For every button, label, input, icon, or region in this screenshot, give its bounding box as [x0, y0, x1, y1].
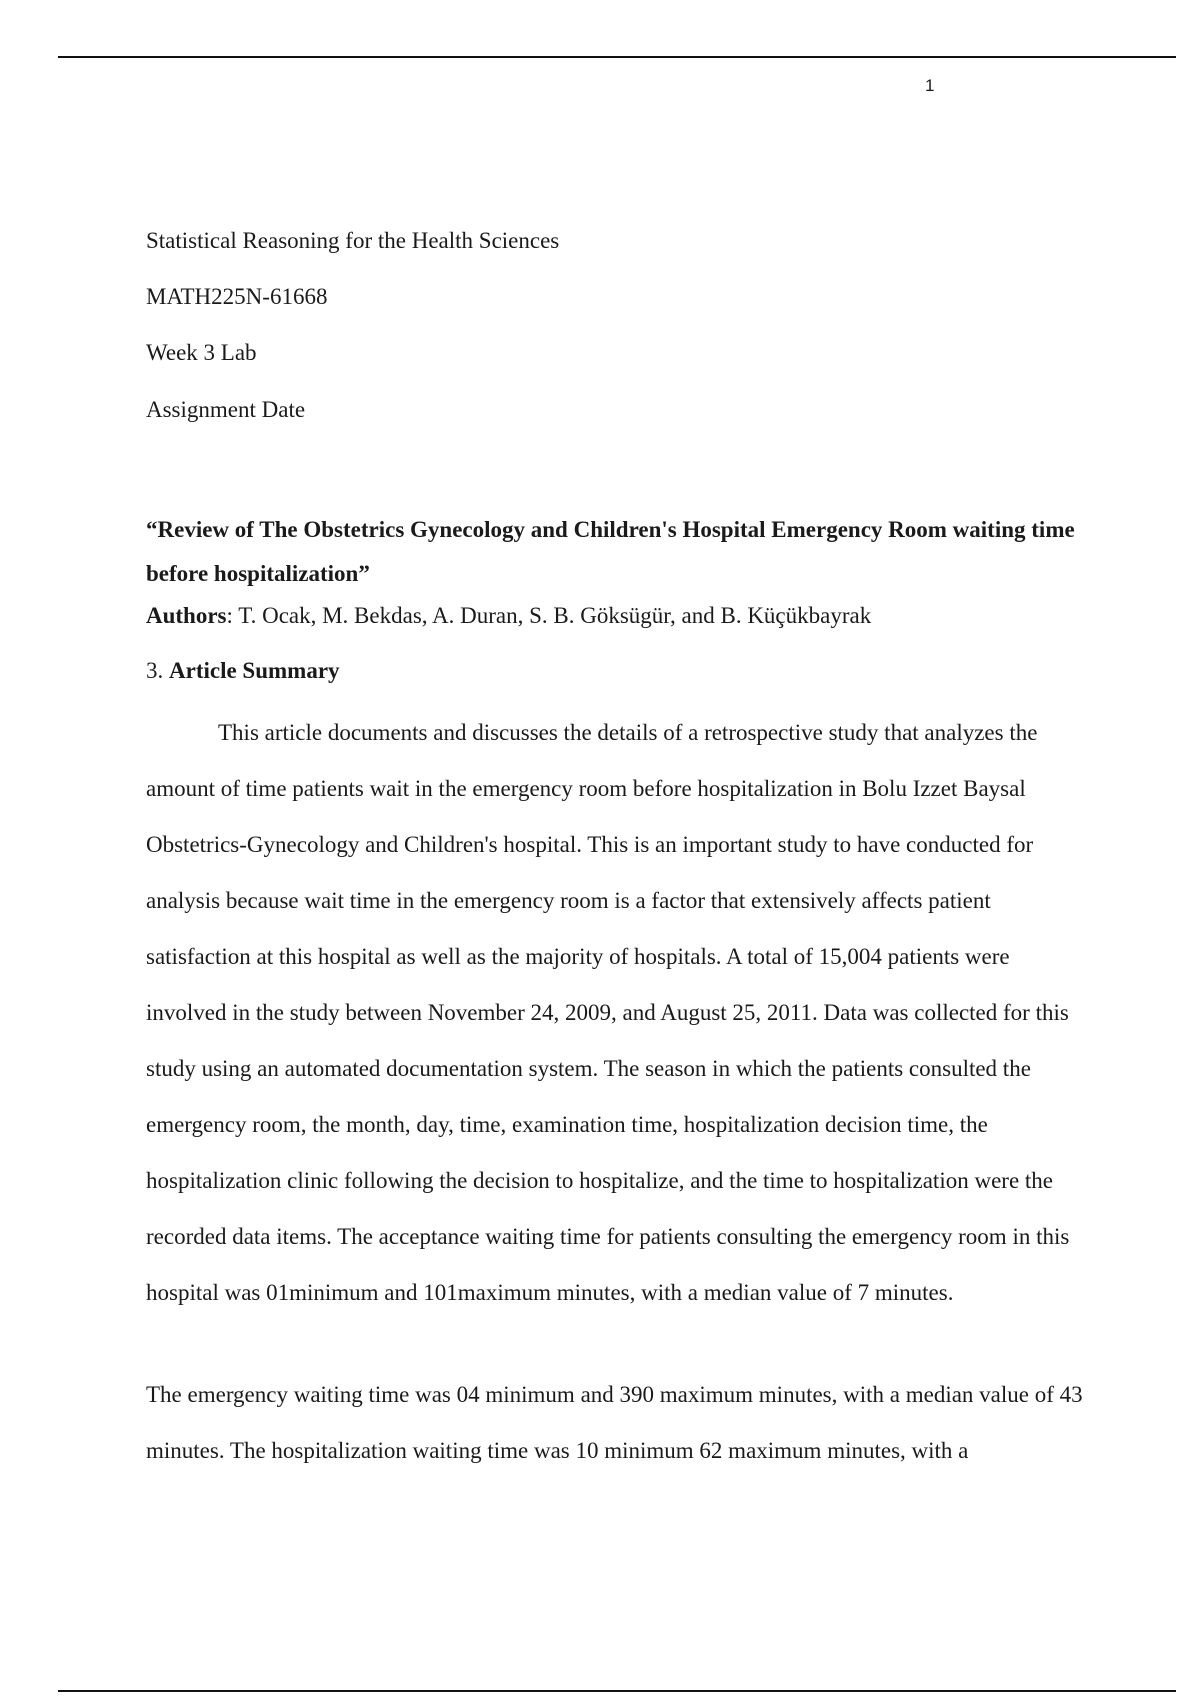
page-number: 1	[925, 76, 935, 95]
assignment-date: Assignment Date	[146, 397, 306, 422]
footer-rule	[58, 1690, 1176, 1692]
authors-label: Authors	[146, 603, 227, 628]
continuation-paragraph: The emergency waiting time was 04 minimum and 390 maximum minutes, with a median value of 43 minutes. The hospitalization waiting time was 10 minimum 62 maximum minutes, with a	[146, 1382, 1083, 1463]
section-title: Article Summary	[169, 658, 340, 683]
section-number: 3.	[146, 658, 169, 683]
summary-paragraph: This article documents and discusses the details of a retrospective study that analyzes the amount of time patients wait in the emergency room before hospitalization in Bolu Izzet Baysal Obstetrics-Gynecology and Children's hospital. This is an important study to have conducted for analysis because wait time in the emergency room is a factor that extensively affects patient satisfaction at this hospital as well as the majority of hospitals. A total of 15,004 patients were involved in the study between November 24, 2009, and August 25, 2011. Data was collected for this study using an automated documentation system. The season in which the patients consulted the emergency room, the month, day, time, examination time, hospitalization decision time, the hospitalization clinic following the decision to hospitalize, and the time to hospitalization were the recorded data items. The acceptance waiting time for patients consulting the emergency room in this hospital was 01minimum and 101maximum minutes, with a median value of 7 minutes.	[146, 720, 1070, 1305]
course-code: MATH225N-61668	[146, 284, 328, 309]
assignment-name: Week 3 Lab	[146, 340, 257, 365]
authors-line	[146, 603, 871, 629]
article-title: “Review of The Obstetrics Gynecology and Children's Hospital Emergency Room waiting time before hospitalization”	[146, 517, 1075, 586]
course-title: Statistical Reasoning for the Health Sciences	[146, 228, 560, 253]
authors-list: : T. Ocak, M. Bekdas, A. Duran, S. B. Göksügür, and B. Küçükbayrak	[226, 603, 872, 628]
section-heading	[146, 658, 340, 684]
header-rule	[58, 56, 1176, 58]
